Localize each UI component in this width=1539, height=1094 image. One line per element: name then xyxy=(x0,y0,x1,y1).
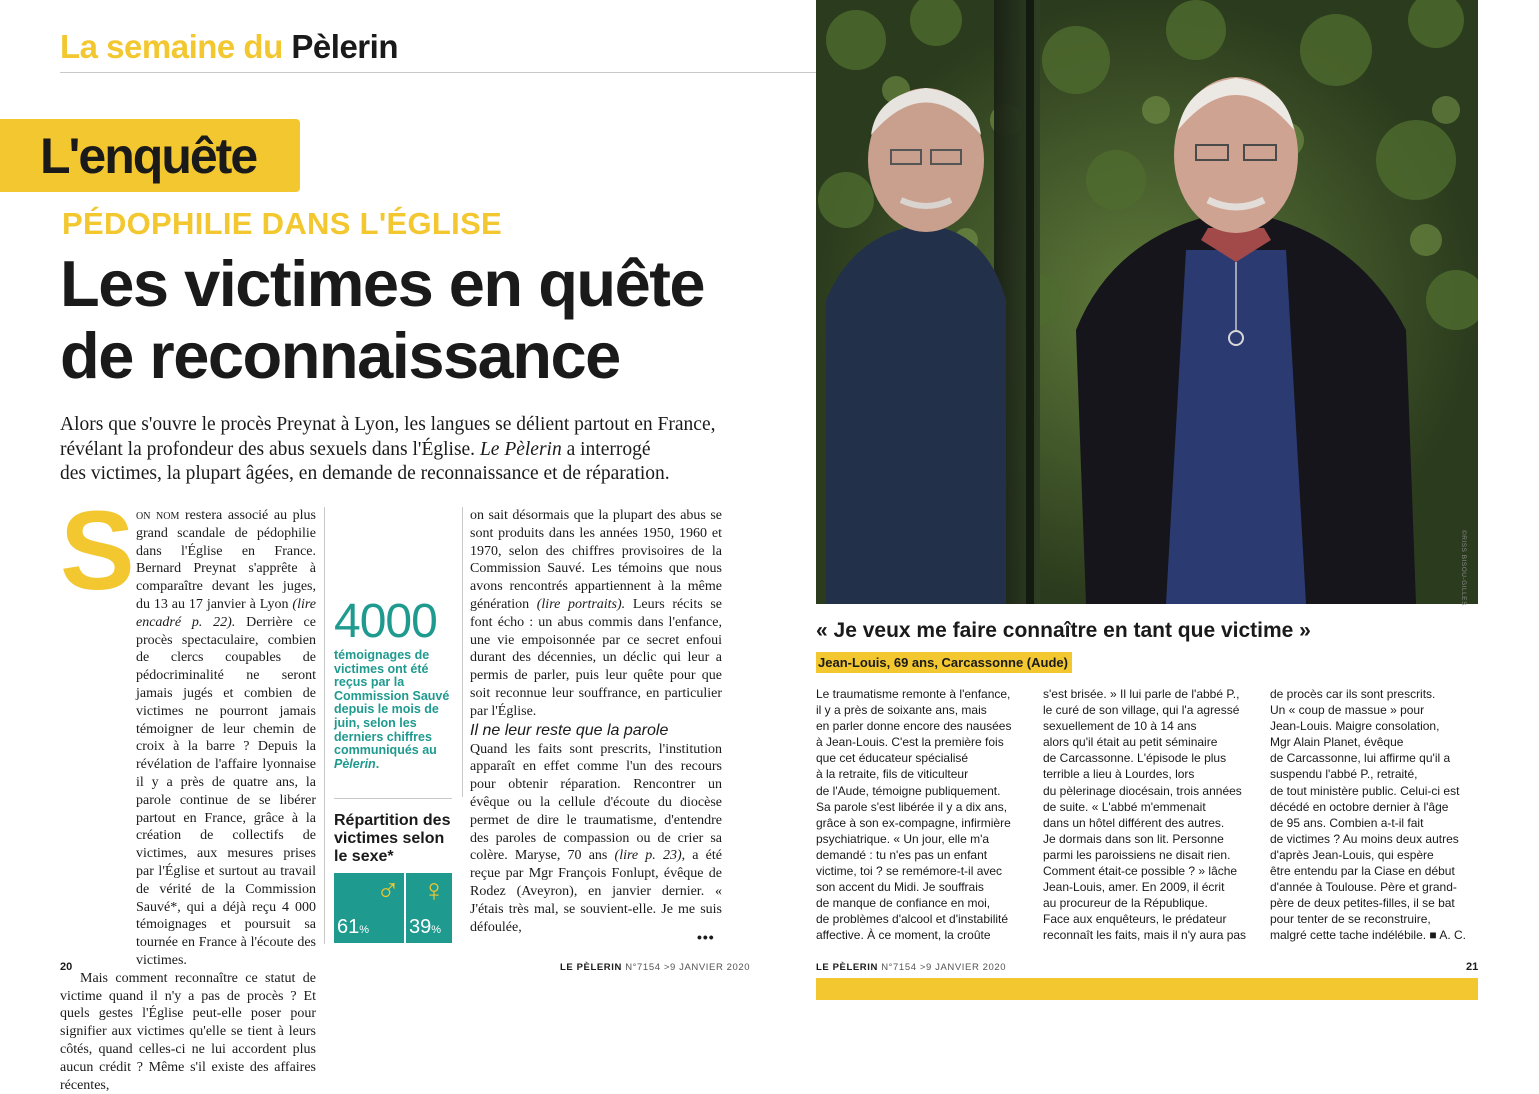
stat-divider xyxy=(334,798,452,799)
text-line: reconnaît les faits, mais il n'y aura pas xyxy=(1043,928,1247,943)
testimony-column-1 xyxy=(816,686,1030,944)
text-line: Un « coup de massue » pour xyxy=(1270,703,1425,718)
text-line: affective. À ce moment, la croûte xyxy=(816,928,991,943)
text-line: s'est brisée. » Il lui parle de l'abbé P., xyxy=(1043,687,1240,701)
male-share-box xyxy=(334,873,404,943)
text-line: d'année à Toulouse. Père et grand- xyxy=(1270,880,1457,895)
body-paragraph: on sait désormais que la plupart des abus se sont produits dans les années 1950, 1960 et 1970, selon des chiffres provisoires de la Commission Sauvé. Les témoins que nous avons rencontrés appartiennent à la même génération (lire portraits). Leurs récits se font écho : un abus commis dans l'enfance, une vie empoisonnée par ce secret enfoui durant des décennies, un déclic qui leur a permis de parler, puis leur quête pour que soit reconnue leur souffrance, en particulier par l'Église. xyxy=(470,508,722,719)
text-line: de manque de confiance en moi, xyxy=(816,896,991,911)
text-line: Face aux enquêteurs, le prédateur xyxy=(1043,912,1227,927)
body-paragraph: on nom restera associé au plus grand scandale de pédophilie dans l'Église en France. Bernard Preynat s'apprête à comparaître devant les juges, du 13 au 17 janvier à Lyon (lire encadré p. 22). Derrière ce procès spectaculaire, combien de clercs coupables de pédocriminalité ne seront jamais jugés et combien de victimes ne pourront jamais témoigner de leur chemin de croix à la barre ? Depuis la révélation de l'affaire lyonnaise il y a près de quatre ans, la parole continue de se libérer partout en France, grâce à la création de collectifs de victimes, aux mesures prises par l'Église et surtout au travail de vérité de la Commission Sauvé*, qui a déjà reçu 4 000 témoignages et poursuit sa tournée en France à l'écoute des victimes. xyxy=(136,508,316,968)
text-line: grâce à son ex-compagne, infirmière xyxy=(816,815,1011,830)
text-line: alors qu'il était au petit séminaire xyxy=(1043,735,1218,750)
cross-reference: (lire encadré p. 22). xyxy=(136,596,316,630)
male-percentage: 61% xyxy=(337,916,370,938)
body-paragraph: Quand les faits sont prescrits, l'institution apparaît en effet comme l'un des recours pour obtenir réparation. Rencontrer un évêque ou la cellule d'écoute du diocèse permet de dire le traumatisme, d'entendre des paroles de compassion ou de crier sa colère. Maryse, 70 ans (lire p. 23), a été reçue par Mgr François Fonlupt, évêque de Rodez (Aveyron), en janvier dernier. « J'étais très mal, se souvient-elle. Je me suis défoulée, xyxy=(470,741,722,935)
portrait-photo-illustration xyxy=(816,0,1478,604)
cross-reference: (lire p. 23) xyxy=(614,848,682,864)
text-line: Jean-Louis, amer. En 2009, il écrit xyxy=(1043,880,1225,895)
text-line: suspendu l'abbé P., retraité, xyxy=(1270,767,1418,782)
stat-number: 4000 xyxy=(334,595,437,648)
section-rubric xyxy=(60,28,398,66)
column-divider xyxy=(324,507,325,944)
article-title xyxy=(60,248,800,392)
text-line: de Carcassonne. L'épisode le plus xyxy=(1043,751,1227,766)
drop-cap: S xyxy=(60,488,135,613)
text-line: à Jean-Louis. C'est la première fois xyxy=(816,735,1004,750)
text-line: malgré cette tache indélébile. ■ A. C. xyxy=(1270,928,1467,943)
text-line: le curé de son village, qui l'a agressé xyxy=(1043,703,1240,718)
text-line: dans un hôtel différent des autres. xyxy=(1043,815,1225,830)
text-line: de 95 ans. Combien a-t-il fait xyxy=(1270,815,1424,830)
female-symbol-icon: ♀ xyxy=(422,872,446,908)
text-line: que cet éducateur spécialisé xyxy=(816,751,969,766)
continue-dots: ••• xyxy=(697,929,715,945)
gender-chart-title: Répartition des victimes selon le sexe* xyxy=(334,812,451,865)
footer-color-band xyxy=(816,978,1478,1000)
text-line: Je dormais dans son lit. Personne xyxy=(1043,831,1224,846)
text-line: d'après Jean-Louis, qui espère xyxy=(1270,847,1434,862)
portrait-photo xyxy=(816,0,1478,604)
text-line: victime, toi ? se remémore-t-il avec xyxy=(816,864,1003,879)
text-line: en parler donne encore des nausées xyxy=(816,719,1012,734)
page-number-left: 20 xyxy=(60,961,73,973)
title-line-1: Les victimes en quête xyxy=(60,247,705,320)
text-line: Le traumatisme remonte à l'enfance, xyxy=(816,687,1011,701)
text-line: son accent du Midi. Je souffrais xyxy=(816,880,984,895)
text-line: de Carcassonne, lui affirme qu'il a xyxy=(1270,751,1451,766)
magazine-name-italic: Le Pèlerin xyxy=(479,438,562,460)
text-line: de problèmes d'alcool et d'instabilité xyxy=(816,912,1009,927)
text-line: de victimes ? Au moins deux autres xyxy=(1270,831,1459,846)
text-line: à la retraite, fils de viticulteur xyxy=(816,767,969,782)
standfirst-line-2: révélant la profondeur des abus sexuels dans l'Église. Le Pèlerin a interrogé xyxy=(60,438,651,460)
standfirst-line-1: Alors que s'ouvre le procès Preynat à Lyon, les langues se délient partout en France, xyxy=(60,414,716,435)
stat-caption: témoignages de victimes ont été reçus par la Commission Sauvé depuis le mois de juin, selon les derniers chiffres communiqués au Pèlerin. xyxy=(334,648,450,771)
male-symbol-icon: ♂ xyxy=(376,872,400,908)
text-line: de suite. « L'abbé m'emmenait xyxy=(1043,799,1206,814)
text-line: il y a près de soixante ans, mais xyxy=(816,703,987,718)
pull-quote: « Je veux me faire connaître en tant que victime » xyxy=(816,619,1311,642)
intertitle: Il ne leur reste que la parole xyxy=(470,721,669,739)
body-column-2 xyxy=(470,507,722,936)
text-line: de tout ministère public. Celui-ci est xyxy=(1270,783,1460,798)
text-line: au procureur de la République. xyxy=(1043,896,1208,911)
body-paragraph: Mais comment reconnaître ce statut de victime quand il n'y a pas de procès ? Et quels gestes l'Église peut-elle poser pour signifier aux victimes qu'elle se tient à leurs côtés, quand celles-ci ne lui accordent plus aucun crédit ? Même s'il existe des affaires récentes, xyxy=(60,970,316,1093)
magazine-logo: Pèlerin xyxy=(291,28,398,65)
article-standfirst xyxy=(60,413,740,487)
testimony-column-3 xyxy=(1270,686,1484,944)
text-line: terrible a lieu à Lourdes, lors xyxy=(1043,767,1195,782)
witness-byline: Jean-Louis, 69 ans, Carcassonne (Aude) xyxy=(816,652,1072,673)
text-line: décédé en octobre dernier à l'âge xyxy=(1270,799,1449,814)
text-line: de procès car ils sont prescrits. xyxy=(1270,687,1436,701)
text-line: du pèlerinage diocésain, trois années xyxy=(1043,783,1242,798)
text-line: psychiatrique. « Un jour, elle m'a xyxy=(816,831,990,846)
text-line: Mgr Alain Planet, évêque xyxy=(1270,735,1404,750)
footer-left: LE PÈLERIN N°7154 >9 JANVIER 2020 xyxy=(560,962,751,973)
text-line: demandé : tu n'es pas un enfant xyxy=(816,847,988,862)
standfirst-line-3: des victimes, la plupart âgées, en demande de reconnaissance et de réparation. xyxy=(60,463,670,484)
text-line: de l'Aude, témoigne publiquement. xyxy=(816,783,1001,798)
text-line: sexuellement de 10 à 14 ans xyxy=(1043,719,1197,734)
title-line-2: de reconnaissance xyxy=(60,319,620,392)
text-line: Jean-Louis. Maigre consolation, xyxy=(1270,719,1440,734)
body-column-1 xyxy=(60,488,316,1094)
rubric-label: La semaine du xyxy=(60,28,292,65)
text-line: parmi les paroissiens ne disait rien. xyxy=(1043,847,1231,862)
page-number-right: 21 xyxy=(1466,961,1479,973)
article-kicker: PÉDOPHILIE DANS L'ÉGLISE xyxy=(62,206,503,241)
text-line: être entendu par la Ciase en début xyxy=(1270,864,1455,879)
footer-right: LE PÈLERIN N°7154 >9 JANVIER 2020 xyxy=(816,962,1007,973)
column-divider xyxy=(462,507,463,797)
text-line: pour tenter de se reconstruire, xyxy=(1270,912,1431,927)
text-line: Comment était-ce possible ? » lâche xyxy=(1043,864,1238,879)
lead-words: on nom xyxy=(136,508,180,523)
female-percentage: 39% xyxy=(409,916,442,938)
header-rule xyxy=(60,72,816,73)
section-tag: L'enquête xyxy=(0,119,300,192)
female-share-box xyxy=(406,873,452,943)
text-line: père de deux petites-filles, il se bat xyxy=(1270,896,1455,911)
text-line: Sa parole s'est libérée il y a dix ans, xyxy=(816,799,1008,814)
testimony-column-2 xyxy=(1043,686,1257,944)
cross-reference: (lire portraits). xyxy=(536,596,626,612)
photo-credit: ©RISS BISOU-GILLES xyxy=(1460,530,1467,606)
